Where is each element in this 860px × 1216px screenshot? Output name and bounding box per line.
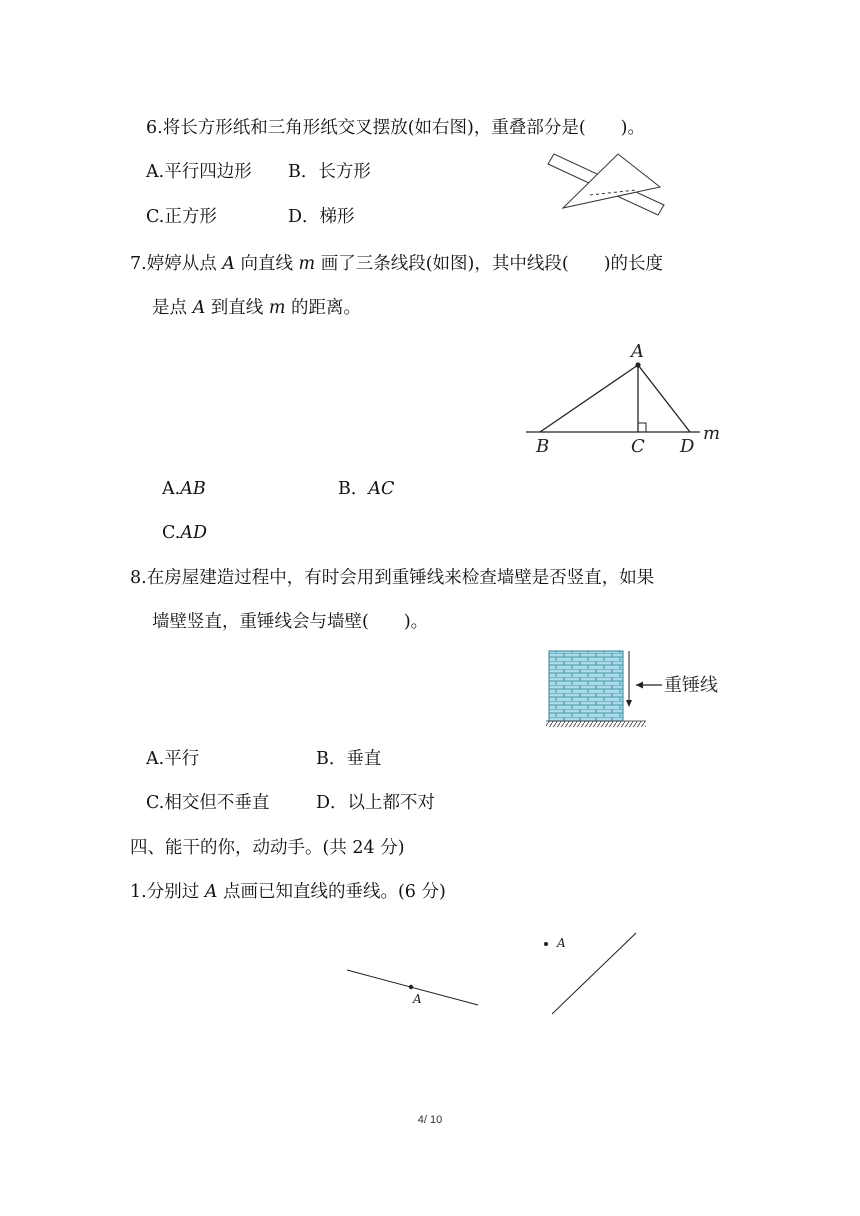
q6-stem: 6.将长方形纸和三角形纸交叉摆放(如右图)，重叠部分是( )。 (146, 118, 646, 138)
left-label-a: A (413, 992, 422, 1006)
q6-option-c: C.正方形 (146, 207, 217, 227)
q7-option-a: A.AB (162, 479, 206, 499)
section4-q1-stem: 1.分别过 A 点画已知直线的垂线。(6 分) (130, 882, 446, 902)
q8-option-d: D．以上都不对 (316, 793, 436, 813)
q6-overlap-figure (540, 150, 670, 225)
q8-option-a: A.平行 (146, 749, 200, 769)
q8-plumb-line-figure (540, 645, 740, 733)
q7-distance-figure (522, 340, 732, 458)
point-a (635, 362, 640, 367)
plumb-line-label: 重锤线 (664, 675, 718, 696)
right-point-a (544, 942, 548, 946)
label-d: D (680, 436, 695, 457)
page-number: 4/ 10 (417, 1114, 443, 1126)
right-angle-mark (638, 423, 646, 432)
q6-option-d: D．梯形 (288, 207, 355, 227)
q7-stem-line2: 是点 A 到直线 m 的距离。 (152, 298, 362, 318)
q7-stem-line1: 7.婷婷从点 A 向直线 m 画了三条线段(如图)，其中线段( )的长度 (130, 254, 664, 274)
label-b: B (536, 436, 550, 457)
segment-ab (540, 365, 638, 432)
right-label-a: A (557, 936, 566, 950)
label-m: m (703, 423, 721, 444)
q7-option-b: B．AC (338, 479, 395, 499)
q8-stem-line2: 墙壁竖直，重锤线会与墙壁( )。 (152, 612, 429, 632)
plumb-bob (626, 700, 632, 707)
q8-option-c: C.相交但不垂直 (146, 793, 270, 813)
q8-option-b: B．垂直 (316, 749, 382, 769)
left-point-a (409, 985, 413, 989)
ground-hatch (546, 721, 646, 727)
segment-ad (638, 365, 690, 432)
q6-option-b: B．长方形 (288, 162, 371, 182)
q6-option-a: A.平行四边形 (146, 162, 252, 182)
section4-heading: 四、能干的你，动动手。(共 24 分) (130, 838, 405, 858)
brick-wall (549, 651, 623, 721)
q8-stem-line1: 8.在房屋建造过程中，有时会用到重锤线来检查墙壁是否竖直，如果 (130, 568, 655, 588)
label-a: A (631, 341, 644, 362)
section4-q1-figure (340, 925, 650, 1020)
label-c: C (631, 436, 645, 457)
q7-option-c: C.AD (162, 523, 208, 543)
